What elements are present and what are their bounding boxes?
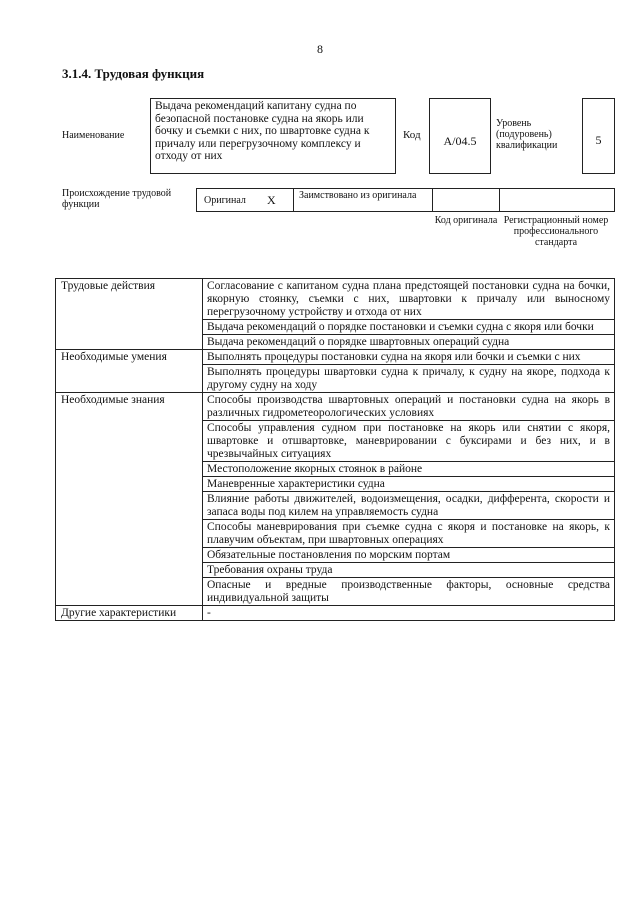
reg-caption: Регистрационный номер профессионального стандарта (503, 215, 609, 248)
original-mark: X (267, 193, 276, 207)
section-title: 3.1.4. Трудовая функция (62, 66, 205, 81)
origin-row (196, 188, 615, 212)
code-label: Код (403, 129, 421, 141)
table-row (56, 606, 615, 621)
table-cell: Выдача рекомендаций о порядке швартовных операций судна (203, 335, 615, 350)
table-cell: Влияние работы движителей, водоизмещения, осадки, дифферента, скорости и запаса воды под килем на управляемость судна (203, 492, 615, 520)
table-cell: Обязательные постановления по морским портам (203, 548, 615, 563)
table-cell: Выдача рекомендаций о порядке постановки и съемки судна с якоря или бочки (203, 320, 615, 335)
table-row (56, 350, 615, 365)
row-label: Другие характеристики (56, 606, 203, 621)
borrowed-cell (293, 188, 433, 212)
table-cell: Местоположение якорных стоянок в районе (203, 462, 615, 477)
borrowed-label: Заимствовано из оригинала (299, 190, 417, 201)
table-cell: Способы производства швартовных операций и постановки судна на якорь в различных гидрометеорологических условиях (203, 393, 615, 421)
table-cell: Выполнять процедуры постановки судна на якоря или бочки и съемки с них (203, 350, 615, 365)
labor-function-table (55, 278, 615, 621)
origin-code-cell (432, 188, 500, 212)
code-caption: Код оригинала (434, 215, 498, 226)
table-cell: - (203, 606, 615, 621)
table-cell: Опасные и вредные производственные факторы, основные средства индивидуальной защиты (203, 578, 615, 606)
origin-reg-cell (499, 188, 615, 212)
table-cell: Выполнять процедуры швартовки судна к причалу, к судну на якоре, подхода к другому судну на ходу (203, 365, 615, 393)
table-cell: Требования охраны труда (203, 563, 615, 578)
table-row (56, 393, 615, 421)
table-cell: Способы управления судном при постановке на якорь или снятии с якоря, швартовке и отшвартовке, маневрировании с буксирами и без них, и в чрезвычайных ситуациях (203, 421, 615, 462)
row-label: Трудовые действия (56, 279, 203, 350)
function-code: А/04.5 (429, 98, 491, 174)
original-cell (196, 188, 294, 212)
table-cell: Маневренные характеристики судна (203, 477, 615, 492)
name-label: Наименование (62, 130, 125, 141)
table-cell: Способы маневрирования при съемке судна с якоря и постановке на якорь, к плавучим объектам, при швартовных операциях (203, 520, 615, 548)
origin-label: Происхождение трудовой функции (62, 188, 172, 210)
level-label: Уровень (подуровень) квалификации (496, 118, 558, 151)
table-cell: Согласование с капитаном судна плана предстоящей постановки судна на бочки, якорную стоянку, съемки с них, швартовки к причалу или выносному перегрузочному устройству и отхода от них (203, 279, 615, 320)
original-label: Оригинал (204, 195, 246, 206)
row-label: Необходимые знания (56, 393, 203, 606)
table-row (56, 279, 615, 320)
row-label: Необходимые умения (56, 350, 203, 393)
qualification-level: 5 (582, 98, 615, 174)
function-name: Выдача рекомендаций капитану судна по безопасной постановке судна на якорь или бочку и съемки с них, по швартовке судна к причалу или перегрузочному комплексу и отходу от них (150, 98, 396, 174)
page-number: 8 (317, 42, 323, 56)
